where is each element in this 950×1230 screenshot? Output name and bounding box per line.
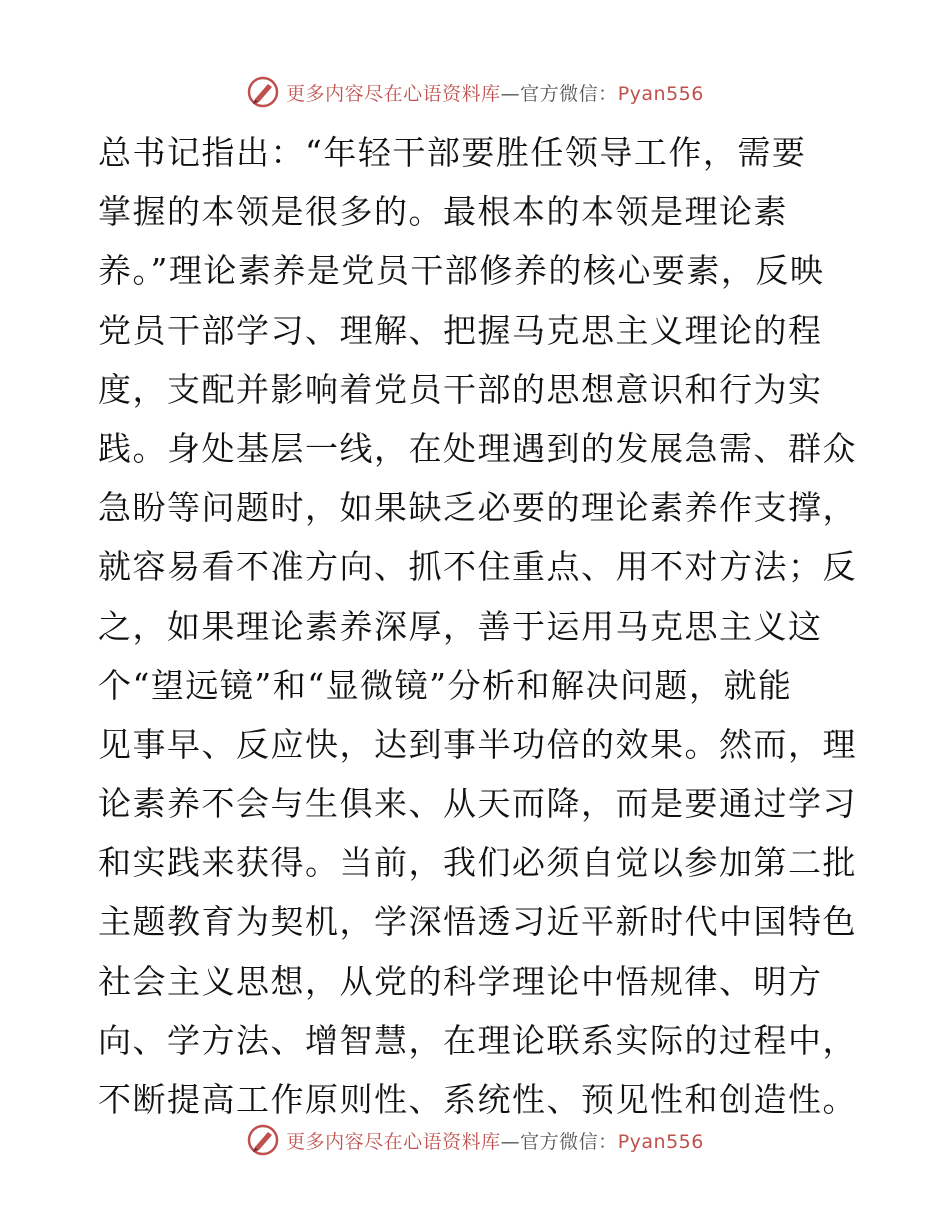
body-line: 急盼等问题时，如果缺乏必要的理论素养作支撑， <box>98 488 857 528</box>
footer-watermark <box>0 1120 950 1160</box>
body-line: 度，支配并影响着党员干部的思想意识和行为实 <box>98 369 823 409</box>
watermark-site-text: 更多内容尽在心语资料库 <box>286 1130 501 1153</box>
watermark-separator: — <box>500 1130 521 1153</box>
body-line: 个“望远镜”和“显微镜”分析和解决问题，就能 <box>98 665 793 705</box>
body-line: 就容易看不准方向、抓不住重点、用不对方法；反 <box>98 547 857 587</box>
watermark-wechat-id: Pyan556 <box>617 1130 704 1153</box>
body-line: 主题教育为契机，学深悟透习近平新时代中国特色 <box>98 902 857 942</box>
watermark-text <box>286 1127 704 1154</box>
pen-logo-icon <box>246 75 280 109</box>
body-line: 践。身处基层一线，在处理遇到的发展急需、群众 <box>98 428 857 468</box>
body-line: 党员干部学习、理解、把握马克思主义理论的程 <box>98 310 823 350</box>
body-line: 不断提高工作原则性、系统性、预见性和创造性。 <box>98 1080 857 1119</box>
body-line: 之，如果理论素养深厚，善于运用马克思主义这 <box>98 606 823 646</box>
body-line: 论素养不会与生俱来、从天而降，而是要通过学习 <box>98 784 857 824</box>
body-line: 向、学方法、增智慧，在理论联系实际的过程中， <box>98 1020 857 1060</box>
body-line: 掌握的本领是很多的。最根本的本领是理论素 <box>98 192 788 232</box>
watermark-separator: — <box>500 82 521 105</box>
body-line: 养。”理论素养是党员干部修养的核心要素，反映 <box>98 251 825 291</box>
body-line: 社会主义思想，从党的科学理论中悟规律、明方 <box>98 961 823 1001</box>
pen-logo-icon <box>246 1123 280 1157</box>
watermark-site-text: 更多内容尽在心语资料库 <box>286 82 501 105</box>
watermark-official-label: 官方微信： <box>520 82 618 105</box>
body-line: 和实践来获得。当前，我们必须自觉以参加第二批 <box>98 843 857 883</box>
watermark-official-label: 官方微信： <box>520 1130 618 1153</box>
watermark-text <box>286 79 704 106</box>
header-watermark <box>0 72 950 112</box>
body-line: 见事早、反应快，达到事半功倍的效果。然而，理 <box>98 724 857 764</box>
document-body <box>98 123 858 1129</box>
watermark-wechat-id: Pyan556 <box>617 82 704 105</box>
body-line: 总书记指出：“年轻干部要胜任领导工作，需要 <box>98 133 807 172</box>
